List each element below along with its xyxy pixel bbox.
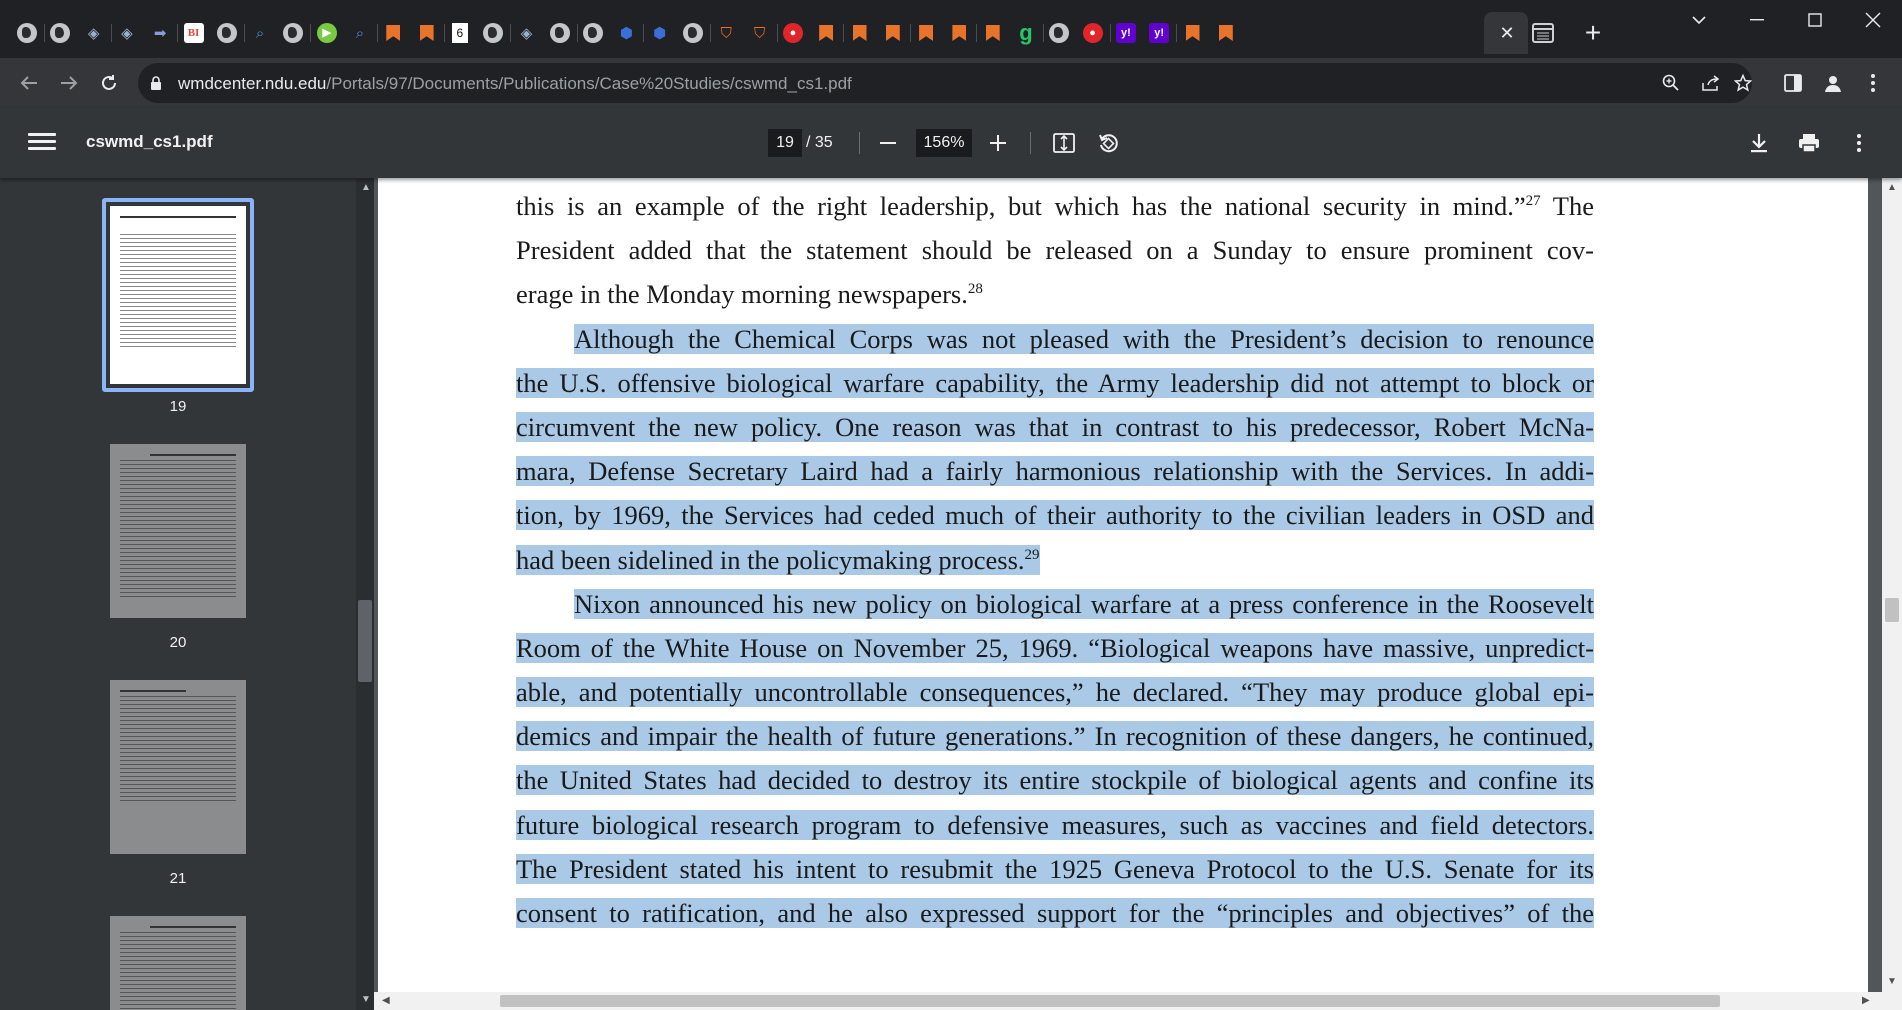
tab-separator — [976, 24, 977, 42]
globe-icon — [483, 23, 503, 43]
tab-separator — [377, 24, 378, 42]
shield-glyph: ◈ — [121, 24, 133, 42]
new-tab-button[interactable]: + — [1584, 17, 1602, 48]
number-6-glyph: 6 — [452, 23, 468, 43]
scroll-down-arrow-icon[interactable]: ▼ — [1887, 976, 1897, 987]
back-button[interactable] — [12, 66, 46, 100]
tab-favicon-globe-icon[interactable] — [47, 20, 73, 46]
tab-favicon-grid-icon[interactable] — [1530, 20, 1556, 46]
tab-favicon-yahoo-icon[interactable] — [1113, 20, 1139, 46]
share-icon[interactable] — [1698, 70, 1724, 96]
tab-favicon-shield-icon[interactable] — [114, 20, 140, 46]
globe-icon — [1049, 23, 1069, 43]
globe-icon — [683, 23, 703, 43]
tab-separator — [1176, 24, 1177, 42]
pdf-more-options-icon[interactable] — [1844, 128, 1874, 158]
bookmark-glyph — [420, 25, 434, 41]
lock-icon[interactable] — [150, 75, 162, 91]
text-line[interactable] — [516, 803, 1594, 847]
text-line[interactable] — [516, 714, 1594, 758]
selected-text: Room of the White House on November 25, 1969. “Biological weapons have massive, unpredict- — [516, 632, 1594, 663]
globe-icon — [17, 23, 37, 43]
bookmark-glyph — [886, 25, 900, 41]
fit-page-icon[interactable] — [1049, 128, 1079, 158]
mic-glyph: ● — [783, 23, 803, 43]
cube-glyph: ⬢ — [653, 24, 667, 42]
search-glyph: ⌕ — [255, 24, 265, 42]
tab-favicon-globe-icon[interactable] — [214, 20, 240, 46]
thumbnail-label: 20 — [169, 634, 187, 651]
page-thumbnail-21[interactable] — [110, 680, 246, 854]
text-line[interactable] — [516, 449, 1594, 493]
tab-separator — [643, 24, 644, 42]
text-line[interactable] — [516, 538, 1594, 582]
scroll-up-arrow-icon[interactable]: ▲ — [361, 182, 371, 193]
text-line[interactable] — [516, 758, 1594, 802]
bookmark-glyph — [919, 25, 933, 41]
shield-glyph: ◈ — [87, 24, 100, 42]
tab-favicon-globe-icon[interactable] — [680, 20, 706, 46]
tab-separator — [177, 24, 178, 42]
text-line[interactable] — [516, 670, 1594, 714]
globe-icon — [583, 23, 603, 43]
tab-separator — [44, 24, 45, 42]
tab-favicon-search-icon[interactable] — [347, 20, 373, 46]
tab-favicon-cube-icon[interactable] — [647, 20, 673, 46]
tab-favicon-cube-icon[interactable] — [613, 20, 639, 46]
tab-separator — [1110, 24, 1111, 42]
tab-separator — [444, 24, 445, 42]
tab-strip — [0, 0, 1902, 66]
thumbnail-label: 19 — [169, 398, 187, 415]
line-text: erage in the Monday morning newspapers.$^{28}$ — [516, 279, 983, 310]
tab-separator — [843, 24, 844, 42]
tab-favicon-bookmark-icon[interactable] — [847, 20, 873, 46]
tab-favicon-globe-icon[interactable] — [280, 20, 306, 46]
tab-favicon-bookmark-icon[interactable] — [1213, 20, 1239, 46]
pdf-toolbar — [0, 108, 1902, 178]
footnote-marker[interactable]: 28 — [967, 281, 983, 298]
reload-button[interactable] — [92, 66, 126, 100]
selected-text: mara, Defense Secretary Laird had a fairly harmonious relationship with the Services. In addi- — [516, 456, 1594, 487]
cube-glyph: ⬢ — [619, 24, 633, 42]
selected-text: had been sidelined in the policymaking process.$^{29}$ — [516, 544, 1040, 575]
text-line[interactable] — [516, 272, 1594, 316]
zoom-icon[interactable] — [1658, 70, 1684, 96]
print-icon[interactable] — [1794, 128, 1824, 158]
thumbnail-text-lines — [120, 234, 236, 350]
line-text-tail: The — [1540, 191, 1594, 221]
text-line[interactable] — [516, 184, 1594, 228]
tab-favicon-globe-icon[interactable] — [580, 20, 606, 46]
text-line[interactable] — [516, 405, 1594, 449]
bookmark-glyph — [386, 25, 400, 41]
shield-glyph: ◈ — [520, 24, 533, 42]
line-text: President added that the statement should be released on a Sunday to ensure prominent cov- — [516, 235, 1594, 266]
tab-favicon-bookmark-icon[interactable] — [1180, 20, 1206, 46]
selected-text: able, and potentially uncontrollable consequences,” he declared. “They may produce global epi- — [516, 677, 1594, 708]
bookmark-glyph — [853, 25, 867, 41]
scroll-down-arrow-icon[interactable]: ▼ — [361, 994, 371, 1005]
minimize-button[interactable] — [1728, 0, 1786, 40]
g-logo-glyph: g — [1019, 20, 1033, 45]
thumbnail-text-lines — [120, 932, 236, 1010]
thumbnail-header-line — [120, 216, 236, 218]
toolbar-divider — [1030, 132, 1031, 154]
selected-text: the United States had decided to destroy its entire stockpile of biological agents and confine its — [516, 765, 1594, 796]
pdf-page — [378, 178, 1868, 992]
viewer-vertical-scrollbar[interactable] — [1882, 178, 1902, 992]
scroll-right-arrow-icon[interactable]: ▶ — [1862, 995, 1870, 1006]
bookmark-glyph — [819, 25, 833, 41]
tab-separator — [710, 24, 711, 42]
tab-favicon-brave-icon[interactable] — [747, 20, 773, 46]
tab-favicon-globe-icon[interactable] — [480, 20, 506, 46]
mic-glyph: ● — [1083, 23, 1103, 43]
tab-separator — [910, 24, 911, 42]
tab-favicon-bookmark-icon[interactable] — [414, 20, 440, 46]
bookmark-star-icon[interactable] — [1730, 70, 1756, 96]
text-line[interactable] — [516, 228, 1594, 272]
globe-icon — [217, 23, 237, 43]
selected-text: demics and impair the health of future generations.” In recognition of these dangers, he continued, — [516, 721, 1594, 752]
viewer-horizontal-scrollbar-thumb[interactable] — [500, 995, 1720, 1007]
page-total: / 35 — [806, 134, 833, 151]
selected-text: Nixon announced his new policy on biological warfare at a press conference in the Roosevelt — [574, 588, 1594, 619]
brave-glyph: ⛉ — [753, 24, 766, 42]
selected-text: the U.S. offensive biological warfare capability, the Army leadership did not attempt to block or — [516, 367, 1594, 398]
browser-toolbar — [0, 58, 1902, 108]
scroll-left-arrow-icon[interactable]: ◀ — [382, 995, 390, 1006]
text-line[interactable] — [516, 847, 1594, 891]
tab-favicon-globe-icon[interactable] — [547, 20, 573, 46]
page-thumbnail-19[interactable] — [110, 206, 246, 384]
tab-separator — [510, 24, 511, 42]
yahoo-glyph: y! — [1116, 23, 1136, 43]
tab-favicon-shield-icon[interactable] — [81, 20, 107, 46]
globe-icon — [550, 23, 570, 43]
close-tab-icon[interactable]: ✕ — [1499, 22, 1515, 43]
globe-icon — [283, 23, 303, 43]
tab-favicon-g-logo-icon[interactable] — [1013, 20, 1039, 46]
thumbnail-header-line — [150, 926, 236, 928]
close-window-button[interactable] — [1844, 0, 1902, 40]
play-glyph: ▶ — [317, 23, 337, 43]
zoom-level-input[interactable]: 156% — [916, 129, 972, 157]
selected-text: circumvent the new policy. One reason was that in contrast to his predecessor, Robert McNa- — [516, 411, 1594, 442]
url-host: wmdcenter.ndu.edu — [178, 74, 327, 93]
tab-favicon-mic-icon[interactable] — [1080, 20, 1106, 46]
sidebar-menu-icon[interactable] — [28, 130, 56, 156]
tab-favicon-bookmark-icon[interactable] — [380, 20, 406, 46]
scroll-up-arrow-icon[interactable]: ▲ — [1887, 182, 1897, 193]
thumbnail-label: 21 — [169, 870, 187, 887]
text-line[interactable] — [516, 626, 1594, 670]
tab-favicon-bookmark-icon[interactable] — [913, 20, 939, 46]
tab-separator — [111, 24, 112, 42]
sidebar-scrollbar-thumb[interactable] — [358, 600, 372, 682]
zoom-out-button[interactable] — [873, 128, 903, 158]
tab-favicon-globe-icon[interactable] — [14, 20, 40, 46]
toolbar-divider — [859, 132, 860, 154]
page-thumbnail-20[interactable] — [110, 444, 246, 618]
tab-favicon-bookmark-icon[interactable] — [946, 20, 972, 46]
tab-favicon-search-icon[interactable] — [247, 20, 273, 46]
bookmark-glyph — [1219, 25, 1233, 41]
selected-text: future biological research program to defensive measures, such as vaccines and field detectors. — [516, 809, 1594, 840]
footnote-marker[interactable]: 27 — [1525, 193, 1541, 210]
page-thumbnail-22[interactable] — [110, 916, 246, 1010]
tab-favicon-shield-icon[interactable] — [514, 20, 540, 46]
selected-text: tion, by 1969, the Services had ceded much of their authority to the civilian leaders in OSD and — [516, 500, 1594, 531]
tab-favicon-yahoo-icon[interactable] — [1146, 20, 1172, 46]
tab-separator — [310, 24, 311, 42]
url-path: /Portals/97/Documents/Publications/Case%20Studies/cswmd_cs1.pdf — [326, 74, 852, 93]
tab-separator — [1043, 24, 1044, 42]
thumbnail-header-line — [120, 690, 186, 692]
brave-glyph: ⛉ — [720, 24, 732, 42]
page-text[interactable] — [516, 184, 1594, 935]
thumbnail-header-line — [150, 454, 236, 456]
sidebar-scrollbar[interactable] — [356, 178, 374, 1010]
address-bar[interactable] — [138, 63, 1752, 103]
pdf-viewer — [374, 178, 1882, 992]
yahoo-glyph: y! — [1149, 23, 1169, 43]
tab-separator — [577, 24, 578, 42]
bookmark-glyph — [986, 25, 1000, 41]
selected-text: consent to ratification, and he also expressed support for the “principles and objectives” of the — [516, 898, 1594, 928]
tab-favicon-globe-icon[interactable] — [1046, 20, 1072, 46]
tab-separator — [244, 24, 245, 42]
tab-search-icon[interactable] — [1670, 0, 1728, 40]
tab-favicon-play-icon[interactable] — [314, 20, 340, 46]
search-glyph: ⌕ — [355, 24, 365, 42]
tab-favicon-brave-icon[interactable] — [713, 20, 739, 46]
zoom-in-button[interactable] — [983, 128, 1013, 158]
text-line[interactable] — [516, 361, 1594, 405]
text-line[interactable] — [516, 493, 1594, 537]
footnote-marker[interactable]: 29 — [1024, 546, 1040, 563]
thumbnail-text-lines — [120, 460, 236, 600]
tab-favicon-bookmark-icon[interactable] — [880, 20, 906, 46]
thumbnail-text-lines — [120, 696, 236, 804]
download-icon[interactable] — [1744, 128, 1774, 158]
bookmark-arrow-glyph: ➡ — [153, 24, 167, 42]
tab-favicon-number-6-icon[interactable] — [447, 20, 473, 46]
side-panel-icon[interactable] — [1776, 66, 1810, 100]
tab-favicon-mic-icon[interactable] — [780, 20, 806, 46]
thumbnail-sidebar — [0, 178, 356, 1010]
selected-text: The President stated his intent to resubmit the 1925 Geneva Protocol to the U.S. Senate for its — [516, 853, 1594, 884]
tab-favicon-bi-logo-icon[interactable] — [181, 20, 207, 46]
tab-separator — [777, 24, 778, 42]
url-text[interactable] — [178, 74, 852, 94]
profile-avatar-icon[interactable] — [1816, 66, 1850, 100]
line-text: this is an example of the right leadership, but which has the national security in mind.”$^{27}$ The — [516, 191, 1594, 221]
globe-icon — [50, 23, 70, 43]
forward-button[interactable] — [52, 66, 86, 100]
text-line[interactable] — [516, 891, 1594, 935]
tab-favicon-bookmark-arrow-icon[interactable] — [147, 20, 173, 46]
tab-favicon-bookmark-icon[interactable] — [980, 20, 1006, 46]
tab-favicon-bookmark-icon[interactable] — [813, 20, 839, 46]
maximize-button[interactable] — [1786, 0, 1844, 40]
rotate-icon[interactable] — [1093, 128, 1123, 158]
text-line[interactable] — [516, 582, 1594, 626]
text-line[interactable] — [516, 317, 1594, 361]
page-number-input[interactable]: 19 — [768, 129, 802, 157]
viewer-vertical-scrollbar-thumb[interactable] — [1885, 598, 1899, 622]
document-title: cswmd_cs1.pdf — [86, 132, 213, 151]
chrome-menu-icon[interactable] — [1856, 66, 1890, 100]
selected-text: Although the Chemical Corps was not pleased with the President’s decision to renounce — [574, 323, 1594, 354]
bookmark-glyph — [952, 25, 966, 41]
bookmark-glyph — [1186, 25, 1200, 41]
bi-logo-glyph: BI — [184, 23, 204, 43]
